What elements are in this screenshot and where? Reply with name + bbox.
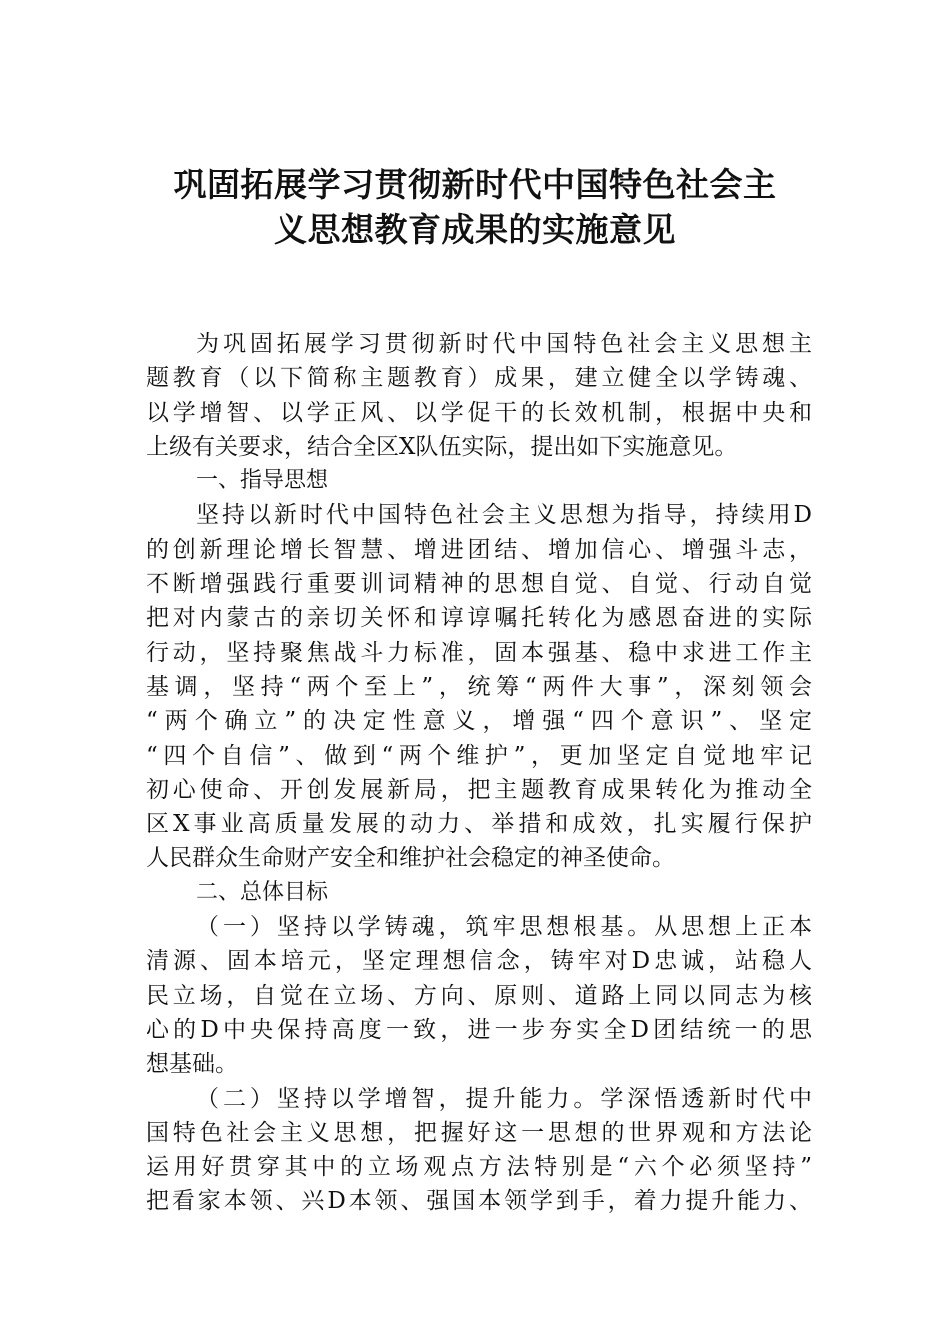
paragraph-line: 人民群众生命财产安全和维护社会稳定的神圣使命。 bbox=[146, 845, 675, 872]
document-title-line-2: 义思想教育成果的实施意见 bbox=[274, 210, 676, 249]
paragraph-line: 运用好贯穿其中的立场观点方法特别是“六个必须坚持” bbox=[146, 1154, 812, 1181]
paragraph-line: 坚持以新时代中国特色社会主义思想为指导，持续用D bbox=[196, 502, 812, 529]
paragraph-line: 的创新理论增长智慧、增进团结、增加信心、增强斗志， bbox=[146, 536, 812, 563]
paragraph-line: 把看家本领、兴D本领、强国本领学到手，着力提升能力、 bbox=[146, 1188, 812, 1215]
paragraph-line: “两个确立”的决定性意义，增强“四个意识”、坚定 bbox=[146, 708, 812, 735]
paragraph-line: 清源、固本培元，坚定理想信念，铸牢对D忠诚，站稳人 bbox=[146, 948, 812, 975]
intro-line: 题教育（以下简称主题教育）成果，建立健全以学铸魂、 bbox=[146, 365, 812, 392]
item-2-lead: （二）坚持以学增智，提升能力。 bbox=[196, 1085, 601, 1112]
document-title-line-1: 巩固拓展学习贯彻新时代中国特色社会主 bbox=[173, 165, 777, 204]
paragraph-line: 民立场，自觉在立场、方向、原则、道路上同以同志为核 bbox=[146, 982, 812, 1009]
document-body bbox=[146, 327, 812, 1219]
paragraph-line: 基调，坚持“两个至上”，统筹“两件大事”，深刻领会 bbox=[146, 673, 812, 700]
intro-line: 为巩固拓展学习贯彻新时代中国特色社会主义思想主 bbox=[196, 331, 812, 357]
section-heading-guiding-ideology: 一、指导思想 bbox=[196, 468, 329, 494]
section-heading-overall-goals: 二、总体目标 bbox=[196, 879, 329, 905]
item-1-first-rest: 从思想上正本 bbox=[654, 914, 813, 941]
intro-line: 以学增智、以学正风、以学促干的长效机制，根据中央和 bbox=[146, 399, 812, 426]
item-1-lead: （一）坚持以学铸魂，筑牢思想根基。 bbox=[196, 914, 655, 941]
item-2-first-line bbox=[146, 1082, 812, 1116]
paragraph-line: 区X事业高质量发展的动力、举措和成效，扎实履行保护 bbox=[146, 811, 812, 838]
intro-line: 上级有关要求，结合全区X队伍实际，提出如下实施意见。 bbox=[146, 433, 738, 460]
paragraph-line: 把对内蒙古的亲切关怀和谆谆嘱托转化为感恩奋进的实际 bbox=[146, 605, 812, 632]
paragraph-line: 心的D中央保持高度一致，进一步夯实全D团结统一的思 bbox=[146, 1016, 812, 1043]
item-2-first-rest: 学深悟透新时代中 bbox=[600, 1085, 813, 1112]
paragraph-line: 初心使命、开创发展新局，把主题教育成果转化为推动全 bbox=[146, 776, 812, 803]
paragraph-line: 行动，坚持聚焦战斗力标准，固本强基、稳中求进工作主 bbox=[146, 639, 812, 666]
paragraph-line: “四个自信”、做到“两个维护”，更加坚定自觉地牢记 bbox=[146, 742, 812, 769]
paragraph-line: 国特色社会主义思想，把握好这一思想的世界观和方法论 bbox=[146, 1119, 812, 1146]
item-1-first-line bbox=[146, 910, 812, 944]
paragraph-line: 想基础。 bbox=[146, 1051, 238, 1078]
paragraph-line: 不断增强践行重要训词精神的思想自觉、自觉、行动自觉 bbox=[146, 571, 812, 598]
